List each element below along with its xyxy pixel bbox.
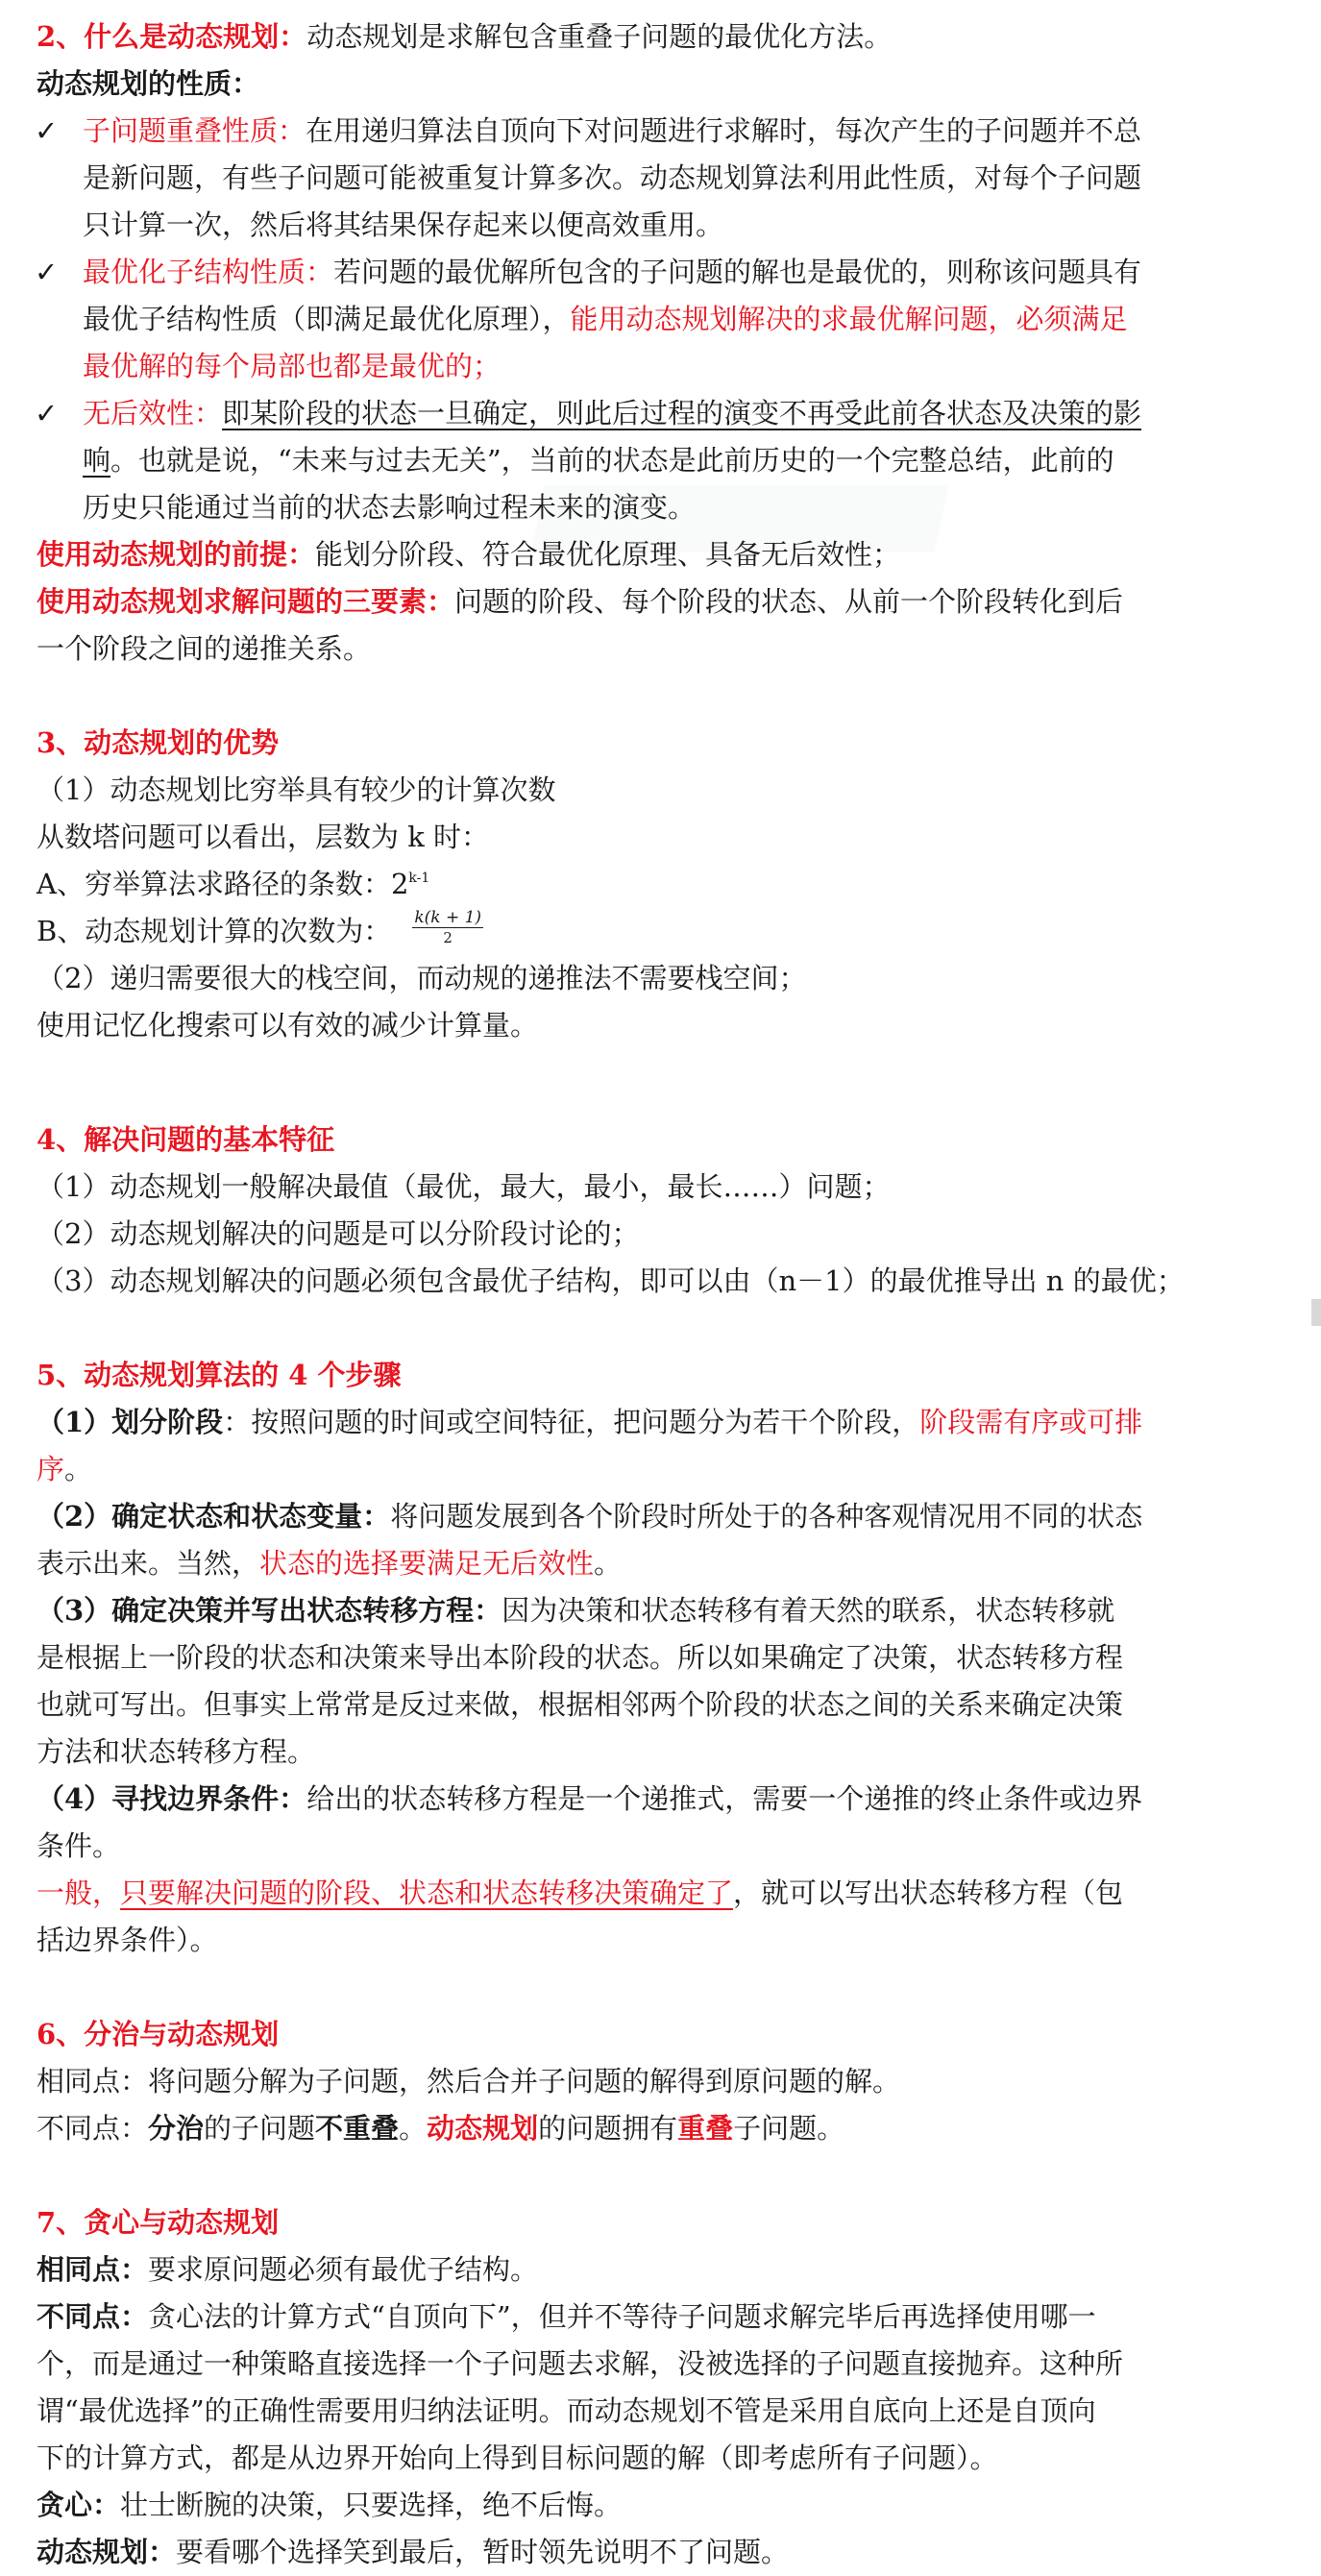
property-1-text: 是新问题，有些子问题可能被重复计算多次。动态规划算法利用此性质，对每个子问题	[83, 161, 1142, 194]
dp-count-line	[37, 908, 1285, 955]
step-2-text: 表示出来。当然，	[37, 1547, 260, 1580]
check-icon: ✓	[35, 114, 59, 147]
section-2-title: 2、什么是动态规划：	[37, 20, 307, 53]
prerequisite-line	[37, 531, 1285, 578]
property-1-text: 只计算一次，然后将其结果保存起来以便高效重用。	[83, 209, 724, 241]
three-elements-text: 问题的阶段、每个阶段的状态、从前一个阶段转化到后	[454, 585, 1124, 618]
section-6-same: 相同点：将问题分解为子问题，然后合并子问题的解得到原问题的解。	[37, 2065, 901, 2098]
greedy-label: 贪心：	[37, 2489, 121, 2521]
property-3-text: 历史只能通过当前的状态去影响过程未来的演变。	[83, 491, 697, 524]
three-elements-text: 一个阶段之间的递推关系。	[37, 632, 372, 665]
step-3-text: 也就可写出。但事实上常常是反过来做，根据相邻两个阶段的状态之间的关系来确定决策	[37, 1688, 1124, 1721]
section-2-intro: 动态规划是求解包含重叠子问题的最优化方法。	[306, 20, 893, 53]
fraction-numerator: k(k + 1)	[414, 907, 482, 927]
section-4-text: （2）动态规划解决的问题是可以分阶段讨论的；	[37, 1217, 640, 1250]
dp-text: 要看哪个选择笑到最后，暂时领先说明不了问题。	[176, 2536, 790, 2568]
section-6-title: 6、分治与动态规划	[37, 2018, 280, 2050]
three-elements-line	[37, 578, 1285, 626]
exhaustive-count-line	[37, 861, 1285, 908]
same-text: 要求原问题必须有最优子结构。	[148, 2253, 539, 2286]
property-1-label: 子问题重叠性质：	[83, 114, 306, 147]
diff-text: 子问题。	[733, 2112, 845, 2145]
general-text: 括边界条件）。	[37, 1924, 218, 1956]
fraction-denominator: 2	[443, 928, 453, 946]
general-text: ，就可以写出状态转移方程（包	[733, 1877, 1124, 1909]
property-2-text: 最优子结构性质（即满足最优化原理），	[83, 303, 571, 335]
step-3-text: 方法和状态转移方程。	[37, 1735, 316, 1768]
diff-bold: 不重叠	[315, 2112, 400, 2145]
dp-label: 动态规划：	[37, 2536, 177, 2568]
step-4-text: 条件。	[37, 1829, 121, 1862]
greedy-line	[37, 2482, 1285, 2529]
property-3-label: 无后效性：	[83, 397, 223, 429]
diff-highlight: 动态规划	[427, 2112, 539, 2145]
step-2-text: 。	[594, 1547, 623, 1580]
step-3-text: 因为决策和状态转移有着天然的联系，状态转移就	[501, 1594, 1115, 1627]
property-2-text: 若问题的最优解所包含的子问题的解也是最优的，则称该问题具有	[333, 256, 1142, 288]
section-2-heading-line	[37, 13, 1285, 61]
general-highlight: 只要解决问题的阶段、状态和状态转移决策确定了	[120, 1877, 734, 1909]
diff-highlight: 重叠	[677, 2112, 734, 2145]
step-4-label: （4）寻找边界条件：	[37, 1782, 307, 1815]
prerequisite-text: 能划分阶段、符合最优化原理、具备无后效性；	[315, 538, 901, 571]
diff-text: 贪心法的计算方式“自顶向下”，但并不等待子问题求解完毕后再选择使用哪一	[148, 2300, 1096, 2333]
diff-text: 谓“最优选择”的正确性需要用归纳法证明。而动态规划不管是采用自底向上还是自顶向	[37, 2394, 1096, 2427]
dp-line	[37, 2529, 1285, 2576]
section-4-title: 4、解决问题的基本特征	[37, 1123, 335, 1156]
section-7-same	[37, 2246, 1285, 2294]
step-3-text: 是根据上一阶段的状态和决策来导出本阶段的状态。所以如果确定了决策，状态转移方程	[37, 1641, 1124, 1674]
section-4-text: （3）动态规划解决的问题必须包含最优子结构，即可以由（n－1）的最优推导出 n 的最优；	[37, 1264, 1185, 1297]
section-3-text: B、动态规划计算的次数为：	[37, 915, 392, 947]
property-2-highlight: 能用动态规划解决的求最优解问题，必须满足	[570, 303, 1128, 335]
step-1-highlight: 序	[37, 1453, 65, 1485]
diff-text: 下的计算方式，都是从边界开始向上得到目标问题的解（即考虑所有子问题）。	[37, 2441, 998, 2474]
properties-title: 动态规划的性质：	[37, 67, 260, 100]
diff-text: 不同点：	[37, 2112, 149, 2145]
step-2-text: 将问题发展到各个阶段时所处于的各种客观情况用不同的状态	[390, 1500, 1143, 1533]
three-elements-label: 使用动态规划求解问题的三要素：	[37, 585, 455, 618]
section-3-text: （1）动态规划比穷举具有较少的计算次数	[37, 773, 556, 806]
step-4-text: 给出的状态转移方程是一个递推式，需要一个递推的终止条件或边界	[306, 1782, 1143, 1815]
diff-bold: 分治	[148, 2112, 205, 2145]
edge-scroll-mark	[1311, 1299, 1321, 1326]
property-3-underlined-text: 即某阶段的状态一旦确定，则此后过程的演变不再受此前各状态及决策的影	[222, 397, 1142, 429]
property-overlapping-subproblems	[37, 108, 1285, 249]
step-3-line	[37, 1587, 1285, 1634]
diff-text: 的子问题	[204, 2112, 316, 2145]
step-1-highlight: 阶段需有序或可排	[919, 1406, 1143, 1438]
section-5-title: 5、动态规划算法的 4 个步骤	[37, 1359, 402, 1391]
section-3-text: 从数塔问题可以看出，层数为 k 时：	[37, 821, 490, 853]
property-1-text: 在用递归算法自顶向下对问题进行求解时，每次产生的子问题并不总	[306, 114, 1142, 147]
section-3-title: 3、动态规划的优势	[37, 726, 280, 759]
diff-text: 的问题拥有	[538, 2112, 678, 2145]
general-line	[37, 1870, 1285, 1917]
general-text: 一般，	[37, 1877, 121, 1909]
step-3-label: （3）确定决策并写出状态转移方程：	[37, 1594, 502, 1627]
check-icon: ✓	[35, 256, 59, 288]
step-2-line	[37, 1493, 1285, 1540]
property-no-aftereffect	[37, 390, 1285, 531]
diff-text: 。	[399, 2112, 428, 2145]
section-6-diff	[37, 2105, 1285, 2152]
diff-text: 个，而是通过一种策略直接选择一个子问题去求解，没被选择的子问题直接抛弃。这种所	[37, 2347, 1124, 2380]
section-7-diff	[37, 2294, 1285, 2341]
property-optimal-substructure	[37, 249, 1285, 390]
step-1-label: （1）划分阶段	[37, 1406, 224, 1438]
section-3-text: （2）递归需要很大的栈空间，而动规的递推法不需要栈空间；	[37, 962, 807, 994]
property-2-highlight: 最优解的每个局部也都是最优的；	[83, 350, 501, 382]
section-3-text: 使用记忆化搜索可以有效的减少计算量。	[37, 1009, 539, 1042]
step-2-label: （2）确定状态和状态变量：	[37, 1500, 391, 1533]
same-label: 相同点：	[37, 2253, 149, 2286]
step-2-highlight: 状态的选择要满足无后效性	[259, 1547, 595, 1580]
step-1-text: 。	[64, 1453, 93, 1485]
step-1-line	[37, 1399, 1285, 1446]
step-4-line	[37, 1776, 1285, 1823]
check-icon: ✓	[35, 397, 59, 429]
section-3-text: A、穷举算法求路径的条数：2	[37, 868, 409, 900]
section-7-title: 7、贪心与动态规划	[37, 2206, 280, 2239]
property-2-label: 最优化子结构性质：	[83, 256, 334, 288]
exponent: k-1	[408, 871, 430, 886]
fraction-formula	[412, 908, 483, 947]
step-1-text: ：按照问题的时间或空间特征，把问题分为若干个阶段，	[223, 1406, 920, 1438]
prerequisite-label: 使用动态规划的前提：	[37, 538, 316, 571]
property-3-text: 。也就是说，“未来与过去无关”，当前的状态是此前历史的一个完整总结，此前的	[110, 444, 1114, 477]
property-3-underlined-text: 响	[83, 444, 111, 477]
greedy-text: 壮士断腕的决策，只要选择，绝不后悔。	[120, 2489, 623, 2521]
diff-label: 不同点：	[37, 2300, 149, 2333]
section-4-text: （1）动态规划一般解决最值（最优，最大，最小，最长……）问题；	[37, 1170, 891, 1203]
document-page	[37, 13, 1285, 2576]
